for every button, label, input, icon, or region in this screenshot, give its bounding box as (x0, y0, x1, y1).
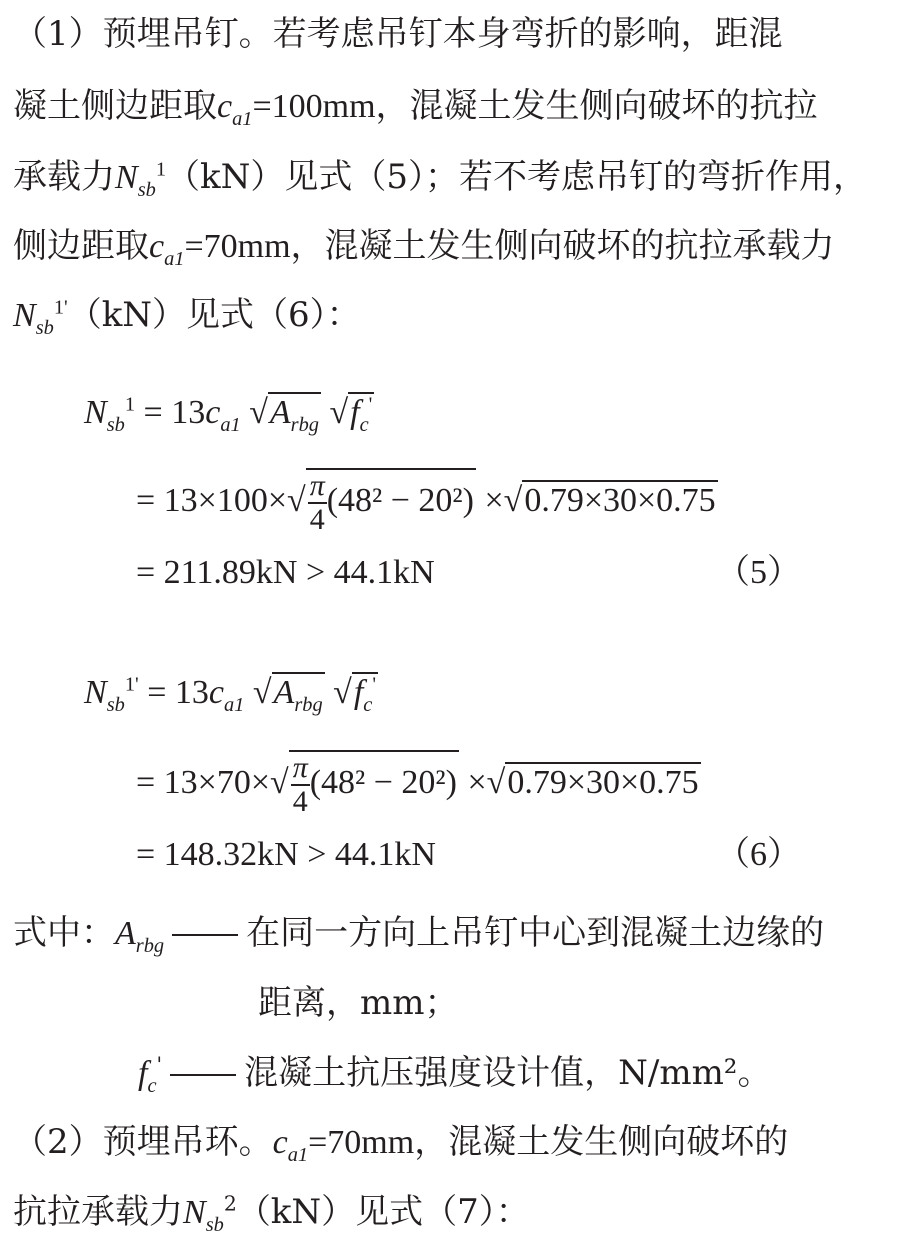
eq5-line2: = 13×100×√ $\frac{\pi}{4}$ (48² − 20²) ×√0.79×30×0.75 (136, 469, 716, 536)
eq6-number: （6） (716, 836, 801, 873)
pi-over-4: $\frac{\pi}{4}$ (309, 469, 325, 536)
eq5-number: （5） (716, 554, 801, 591)
dash (170, 1074, 236, 1076)
dash (172, 934, 238, 936)
eq6-line1: $N_{sb}^{1'} = 13c_{a1}$ $√A_{rbg}$ $√f_c'$ (84, 673, 377, 716)
where-line2: 距离，mm； (258, 983, 459, 1023)
eq6-line2: = 13×70×√ $\frac{\pi}{4}$ (48² − 20²) ×√0.79×30×0.75 (136, 751, 699, 818)
para1-line4: 侧边距取$c_{a1}=70mm$，混凝土发生侧向破坏的抗拉承载力 (13, 226, 835, 270)
eq5-line3: = 211.89kN > 44.1kN (136, 554, 435, 591)
para2-line1: （2）预埋吊环。$c_{a1}=70mm$，混凝土发生侧向破坏的 (13, 1122, 789, 1166)
eq6-line3: = 148.32kN > 44.1kN (136, 836, 436, 873)
para1-line5: $N_{sb}^{1'}(kN)$见式（6）： (13, 295, 361, 339)
pi-over-4: $\frac{\pi}{4}$ (292, 751, 308, 818)
eq5-line1: $N_{sb}^1 = 13c_{a1}$ $√A_{rbg}$ $√f_c'$ (84, 393, 373, 436)
where-line1: 式中：$A_{rbg}$ 在同一方向上吊钉中心到混凝土边缘的 (13, 913, 825, 957)
para2-line2: 抗拉承载力$N_{sb}^2(kN)$见式（7）： (13, 1191, 530, 1236)
where-line3: $f_c'$ 混凝土抗压强度设计值，N/mm²。 (138, 1052, 772, 1097)
para1-line2: 凝土侧边距取$c_{a1}=100mm$，混凝土发生侧向破坏的抗拉 (13, 86, 818, 130)
para1-line3: 承载力$N_{sb}^1(kN)$见式（5）；若不考虑吊钉的弯折作用， (13, 157, 868, 201)
para1-line1: （1）预埋吊钉。若考虑吊钉本身弯折的影响，距混 (13, 14, 783, 54)
